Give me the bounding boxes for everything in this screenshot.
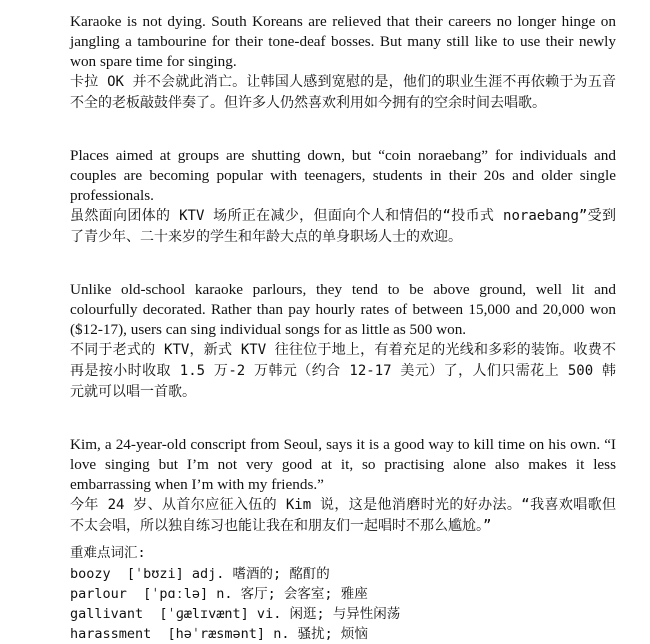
vocabulary-item: boozy [ˈbʊzi] adj. 嗜酒的; 酩酊的: [70, 566, 330, 582]
chinese-translation: 今年 24 岁、从首尔应征入伍的 Kim 说，这是他消磨时光的好办法。“我喜欢唱歌但不太会唱，所以独自练习也能让我在和朋友们一起唱时不那么尴尬。”: [70, 497, 616, 534]
vocabulary-item: parlour [ˈpɑːlə] n. 客厅; 会客室; 雅座: [70, 586, 368, 602]
paragraph-4: [70, 435, 616, 537]
paragraph-1: [70, 12, 616, 114]
article: [70, 12, 616, 569]
chinese-translation: 不同于老式的 KTV，新式 KTV 往往位于地上，有着充足的光线和多彩的装饰。收费不再是按小时收取 1.5 万-2 万韩元（约合 12-17 美元）了，人们只需花上 500 韩元就可以唱一首歌。: [70, 342, 616, 400]
vocabulary-list: [70, 543, 400, 644]
vocabulary-heading: 重难点词汇:: [70, 545, 146, 561]
chinese-translation: 卡拉 OK 并不会就此消亡。让韩国人感到宽慰的是，他们的职业生涯不再依赖于为五音不全的老板敲鼓伴奏了。但许多人仍然喜欢利用如今拥有的空余时间去唱歌。: [70, 74, 616, 111]
english-text: Kim, a 24-year-old conscript from Seoul, says it is a good way to kill time on his own. “I love singing but I’m not very good at it, so practising alone also makes it less embarrassing when I’m with my friends.”: [70, 436, 616, 493]
paragraph-2: [70, 146, 616, 248]
english-text: Places aimed at groups are shutting down, but “coin noraebang” for individuals and couples are becoming popular with teenagers, students in their 20s and older single professionals.: [70, 147, 616, 204]
vocabulary-item: gallivant [ˈɡælɪvænt] vi. 闲逛; 与异性闲荡: [70, 606, 401, 622]
paragraph-3: [70, 280, 616, 403]
english-text: Karaoke is not dying. South Koreans are relieved that their careers no longer hinge on jangling a tambourine for their tone-deaf bosses. But many still like to use their newly won spare time for singing.: [70, 13, 616, 70]
chinese-translation: 虽然面向团体的 KTV 场所正在减少，但面向个人和情侣的“投币式 noraebang”受到了青少年、二十来岁的学生和年龄大点的单身职场人士的欢迎。: [70, 208, 616, 245]
english-text: Unlike old-school karaoke parlours, they tend to be above ground, well lit and colourfully decorated. Rather than pay hourly rates of between 15,000 and 20,000 won ($12-17), users can sing individual songs for as little as 500 won.: [70, 281, 616, 338]
vocabulary-item: harassment [həˈræsmənt] n. 骚扰; 烦恼: [70, 626, 368, 642]
